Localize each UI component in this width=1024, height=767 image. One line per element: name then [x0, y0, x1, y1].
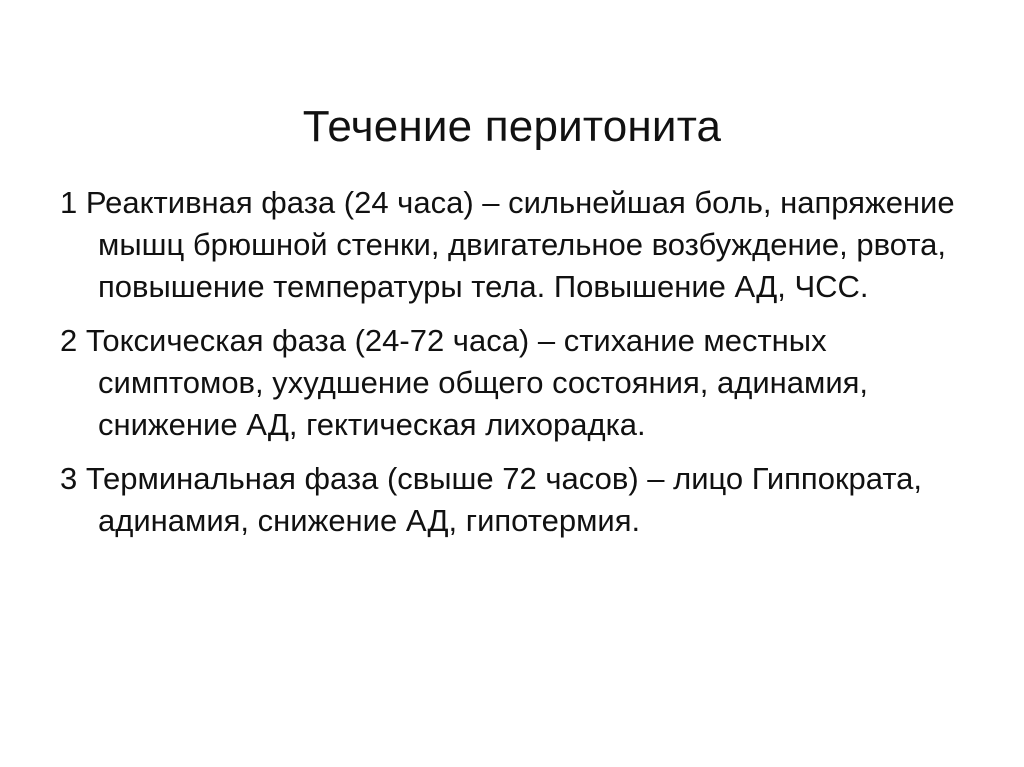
phase-item-reactive: 1 Реактивная фаза (24 часа) – сильнейшая боль, напряжение мышц брюшной стенки, двигательное возбуждение, рвота, повышение температуры тела. Повышение АД, ЧСС. [60, 185, 955, 304]
phase-list [60, 182, 980, 554]
slide-title: Течение перитонита [302, 102, 722, 152]
phase-item-terminal: 3 Терминальная фаза (свыше 72 часов) – лицо Гиппократа, адинамия, снижение АД, гипотермия. [60, 461, 923, 538]
phase-item-toxic: 2 Токсическая фаза (24-72 часа) – стихание местных симптомов, ухудшение общего состояния, адинамия, снижение АД, гектическая лихорадка. [60, 323, 869, 442]
